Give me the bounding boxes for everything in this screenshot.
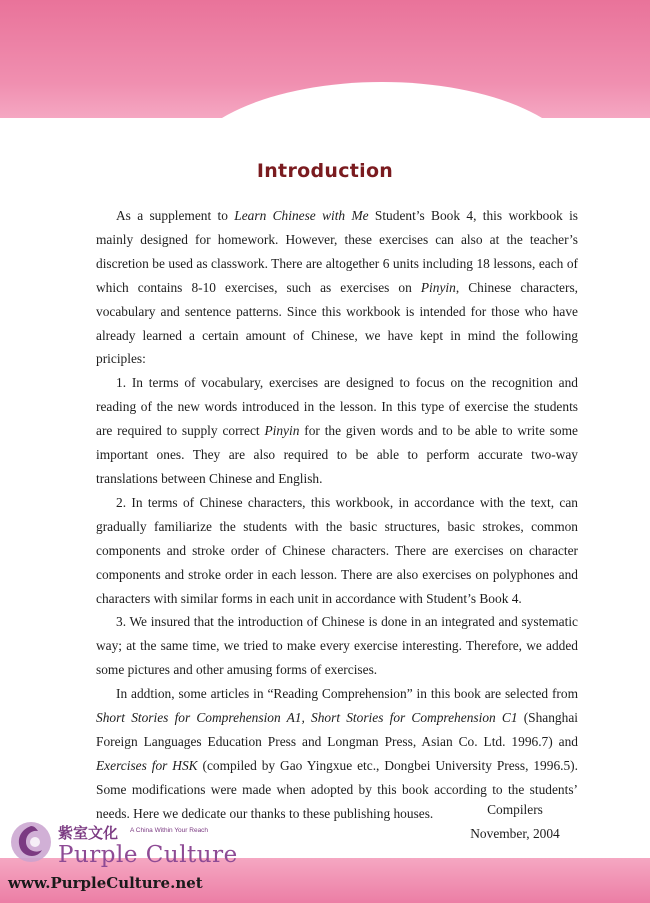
paragraph — [96, 610, 578, 682]
paragraph — [96, 204, 578, 371]
purple-culture-watermark — [6, 818, 266, 903]
paragraph — [96, 371, 578, 491]
watermark-tagline: A China Within Your Reach — [130, 827, 209, 834]
watermark-chinese-name: 紫室文化 — [58, 824, 119, 842]
paragraph — [96, 491, 578, 611]
text-run: 3. We insured that the introduction of Chinese is done in an integrated and systematic way; at the same time, we tried to make every exercise interesting. Therefore, we added some pictures and other amusing forms of exercises. — [96, 614, 578, 678]
signature-date: November, 2004 — [470, 826, 560, 841]
italic-title: Pinyin — [264, 423, 300, 439]
italic-title: Pinyin — [420, 279, 456, 295]
text-run: (Shanghai Foreign Languages Education Press and Longman Press, Asian Co. Ltd. 1996.7) and — [96, 710, 578, 749]
text-run: 1. In terms of vocabulary, exercises are designed to focus on the recognition and reading of the new words introduced in the lesson. In this type of exercise the students are required to supply correct — [96, 375, 578, 439]
watermark-url: www.PurpleCulture.net — [8, 874, 203, 892]
text-run: for the given words and to be able to write some important ones. They are also required to be able to perform accurate two-way translations between Chinese and English. — [96, 423, 578, 486]
text-run: , Chinese characters, vocabulary and sentence patterns. Since this workbook is intended for those who have already learned a certain amount of Chinese, we have kept in mind the following priciples: — [96, 279, 578, 367]
text-run: (compiled by Gao Yingxue etc., Dongbei University Press, 1996.5). Some modifications were made when adopted by this book according to the students’ needs. Here we dedicate our thanks to these publishing houses. — [96, 757, 578, 821]
page-title: Introduction — [256, 160, 394, 182]
watermark-brand: Purple Culture — [58, 842, 238, 868]
italic-title: Learn Chinese with Me — [234, 208, 369, 223]
text-run: 2. In terms of Chinese characters, this workbook, in accordance with the text, can gradually familiarize the students with the basic structures, basic strokes, common components and stroke order of Chinese characters. There are exercises on character components and stroke order in each lesson. There are also exercises on polyphones and characters with similar forms in each unit in accordance with Student’s Book 4. — [96, 494, 578, 606]
signature-block — [440, 798, 590, 846]
introduction-body — [96, 204, 578, 826]
signature-name: Compilers — [487, 802, 543, 817]
text-run: In addtion, some articles in “Reading Comprehension” in this book are selected from — [116, 686, 578, 702]
text-run: As a supplement to — [116, 208, 235, 223]
italic-title: Short Stories for Comprehension A1, Short Stories for Comprehension C1 — [96, 710, 518, 726]
purple-culture-logo-icon — [8, 818, 54, 866]
text-run: Student’s Book 4, this workbook is mainly designed for homework. However, these exercises can also at the teacher’s discretion be used as classwork. There are altogether 6 units including 18 lessons, each of which contains 8-10 exercises, such as exercises on — [96, 208, 578, 295]
italic-title: Exercises for HSK — [96, 757, 198, 773]
